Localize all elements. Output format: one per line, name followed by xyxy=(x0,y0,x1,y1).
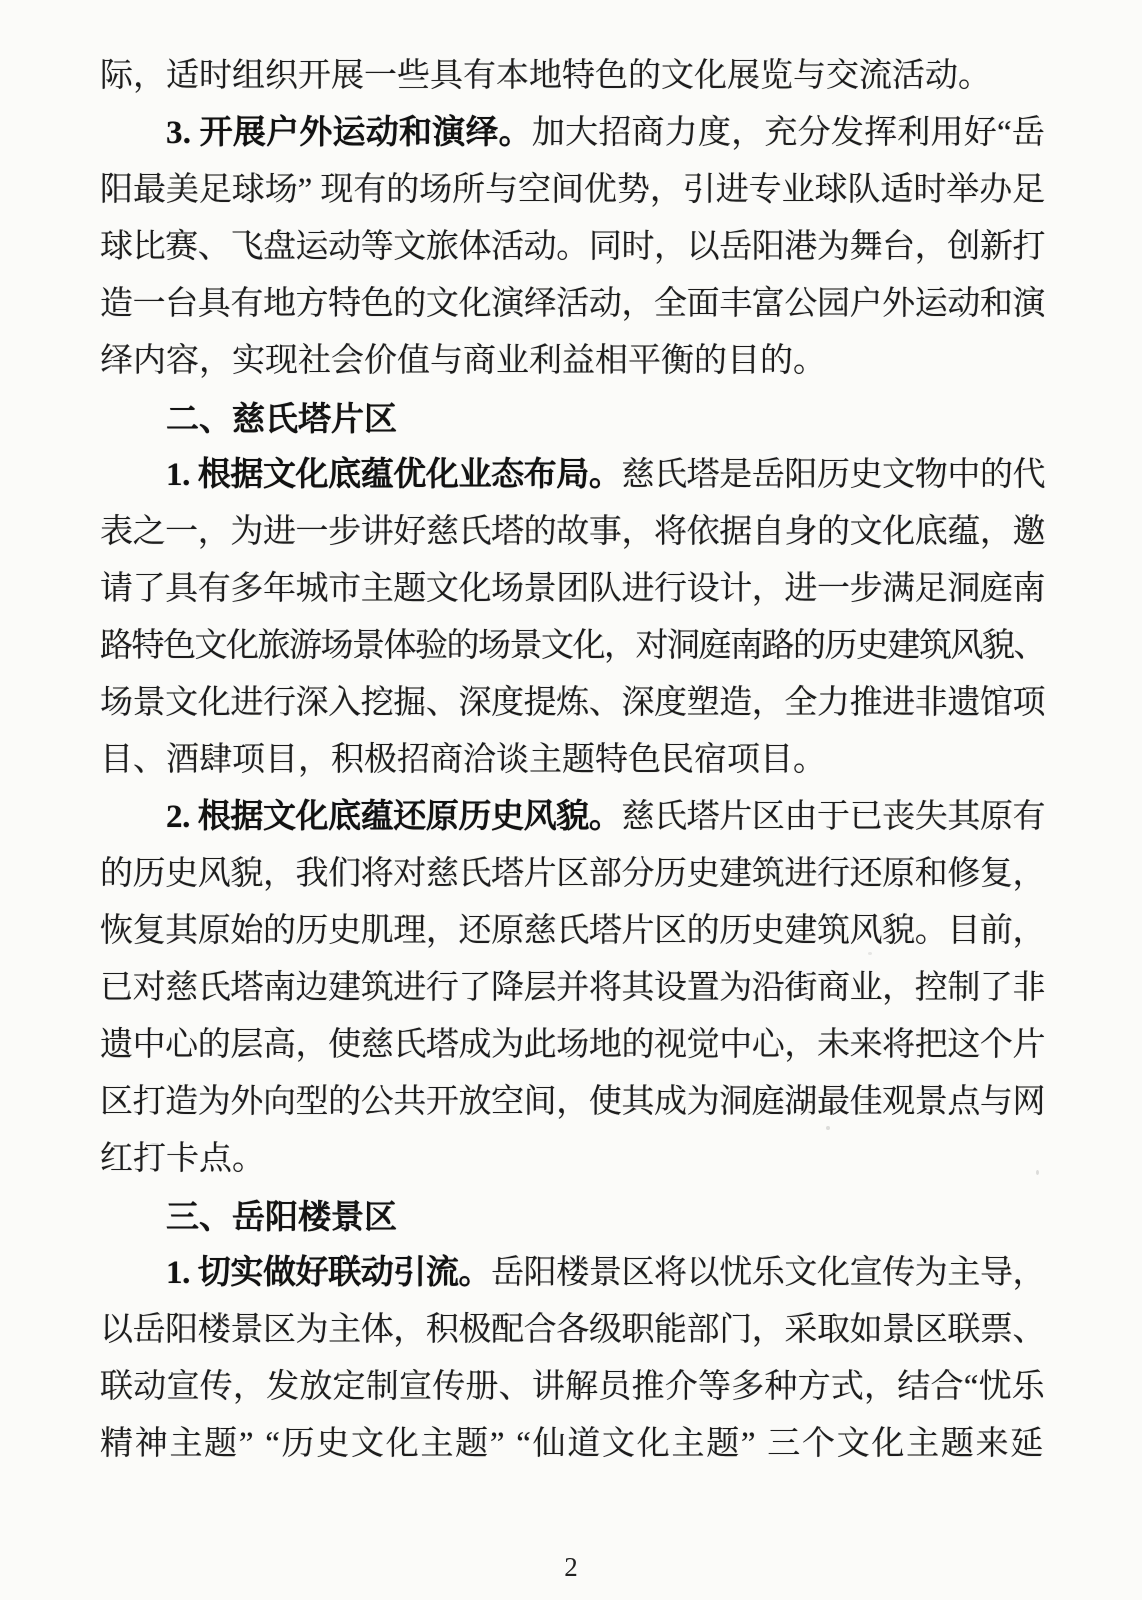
text-line xyxy=(100,1416,1045,1473)
paragraph-lead-bold: 1. 切实做好联动引流。 xyxy=(166,1255,492,1291)
text-line xyxy=(100,789,1045,846)
text-line xyxy=(100,1359,1045,1416)
text-line xyxy=(100,1302,1045,1359)
text-line xyxy=(100,732,1045,789)
text-line xyxy=(100,105,1045,162)
page-number: 2 xyxy=(564,1552,578,1582)
text-line xyxy=(100,1131,1045,1188)
section-heading-text: 三、岳阳楼景区 xyxy=(166,1198,397,1235)
section-heading xyxy=(100,1188,1045,1245)
text-segment: 以岳阳楼景区为主体，积极配合各级职能部门，采取如景区联票、 xyxy=(100,1312,1046,1348)
scan-speck xyxy=(1036,1170,1039,1175)
text-line xyxy=(100,333,1045,390)
text-segment: 慈氏塔片区由于已丧失其原有 xyxy=(621,799,1046,835)
text-segment: 球比赛、飞盘运动等文旅体活动。同时，以岳阳港为舞台，创新打 xyxy=(100,229,1046,265)
text-segment: 绎内容，实现社会价值与商业利益相平衡的目的。 xyxy=(100,343,826,379)
section-heading-text: 二、慈氏塔片区 xyxy=(166,400,397,437)
text-segment: 请了具有多年城市主题文化场景团队进行设计，进一步满足洞庭南 xyxy=(100,571,1046,607)
text-line xyxy=(100,903,1045,960)
text-line xyxy=(100,675,1045,732)
text-line xyxy=(100,1245,1045,1302)
text-segment: 目、酒肆项目，积极招商洽谈主题特色民宿项目。 xyxy=(100,742,826,778)
text-line xyxy=(100,447,1045,504)
text-segment: 际，适时组织开展一些具有本地特色的文化展览与交流活动。 xyxy=(100,58,991,94)
text-segment: 红打卡点。 xyxy=(100,1141,265,1177)
text-segment: 联动宣传，发放定制宣传册、讲解员推介等多种方式，结合“忧乐 xyxy=(100,1369,1046,1405)
text-segment: 路特色文化旅游场景体验的场景文化，对洞庭南路的历史建筑风貌、 xyxy=(100,628,1045,664)
paragraph-lead-bold: 3. 开展户外运动和演绎。 xyxy=(166,115,532,151)
text-line xyxy=(100,276,1045,333)
text-segment: 恢复其原始的历史肌理，还原慈氏塔片区的历史建筑风貌。目前， xyxy=(100,913,1046,949)
text-segment: 加大招商力度，充分发挥利用好“岳 xyxy=(531,115,1046,151)
text-segment: 精神主题” “历史文化主题” “仙道文化主题” 三个文化主题来延 xyxy=(100,1426,1046,1462)
text-line xyxy=(100,618,1045,675)
text-line xyxy=(100,960,1045,1017)
text-segment: 阳最美足球场” 现有的场所与空间优势，引进专业球队适时举办足 xyxy=(100,172,1046,208)
paragraph-lead-bold: 2. 根据文化底蕴还原历史风貌。 xyxy=(166,799,622,835)
paragraph-lead-bold: 1. 根据文化底蕴优化业态布局。 xyxy=(166,457,622,493)
scan-speck xyxy=(150,1143,159,1146)
text-line xyxy=(100,846,1045,903)
text-line xyxy=(100,48,1045,105)
text-line xyxy=(100,1017,1045,1074)
text-segment: 造一台具有地方特色的文化演绎活动，全面丰富公园户外运动和演 xyxy=(100,286,1046,322)
text-block xyxy=(100,48,1045,1473)
text-line xyxy=(100,504,1045,561)
text-segment: 场景文化进行深入挖掘、深度提炼、深度塑造，全力推进非遗馆项 xyxy=(100,685,1046,721)
text-line xyxy=(100,162,1045,219)
text-line xyxy=(100,1074,1045,1131)
text-segment: 区打造为外向型的公共开放空间，使其成为洞庭湖最佳观景点与网 xyxy=(100,1084,1046,1120)
text-segment: 表之一，为进一步讲好慈氏塔的故事，将依据自身的文化底蕴，邀 xyxy=(100,514,1046,550)
text-segment: 岳阳楼景区将以忧乐文化宣传为主导， xyxy=(491,1255,1046,1291)
section-heading xyxy=(100,390,1045,447)
scan-speck xyxy=(826,1126,830,1130)
text-segment: 遗中心的层高，使慈氏塔成为此场地的视觉中心，未来将把这个片 xyxy=(100,1027,1046,1063)
text-line xyxy=(100,561,1045,618)
text-line xyxy=(100,219,1045,276)
text-segment: 慈氏塔是岳阳历史文物中的代 xyxy=(621,457,1046,493)
scan-speck xyxy=(868,952,872,955)
text-segment: 已对慈氏塔南边建筑进行了降层并将其设置为沿街商业，控制了非 xyxy=(100,970,1046,1006)
text-segment: 的历史风貌，我们将对慈氏塔片区部分历史建筑进行还原和修复， xyxy=(100,856,1046,892)
